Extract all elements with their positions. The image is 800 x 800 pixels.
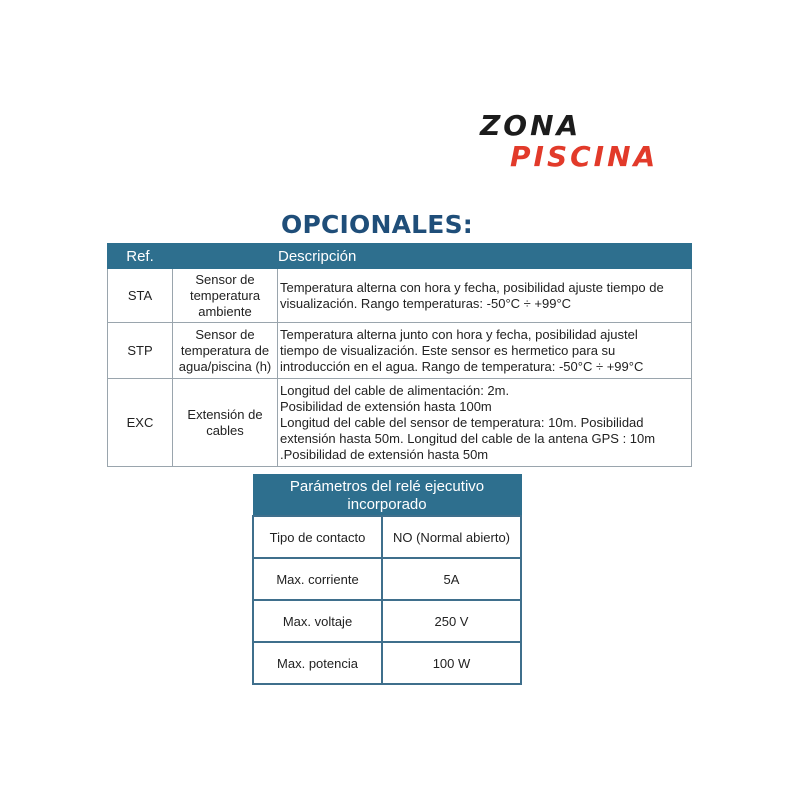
row-description — [278, 269, 692, 323]
row-description — [278, 379, 692, 467]
row-ref: STP — [108, 323, 173, 379]
row-sensor: Extensión de cables — [173, 379, 278, 467]
table-row — [108, 379, 692, 467]
row-ref: EXC — [108, 379, 173, 467]
table-row — [253, 642, 521, 684]
description-line: Temperatura alterna con hora y fecha, posibilidad ajuste tiempo de — [280, 279, 664, 295]
logo-line-2: PISCINA — [510, 140, 659, 173]
zona-piscina-logo — [478, 110, 678, 172]
row-description — [278, 323, 692, 379]
description-line: introducción en el agua. Rango de temperatura: -50°C ÷ +99°C — [280, 358, 644, 374]
param-name: Max. corriente — [253, 558, 382, 600]
param-value: 250 V — [382, 600, 521, 642]
page-title: OPCIONALES: — [281, 210, 473, 239]
param-name: Max. voltaje — [253, 600, 382, 642]
header-description: Descripción — [173, 244, 692, 269]
description-line: Posibilidad de extensión hasta 100m — [280, 398, 492, 414]
relay-parameters-table — [252, 474, 522, 685]
logo-line-1: ZONA — [480, 109, 582, 142]
header-ref: Ref. — [108, 244, 173, 269]
param-name: Tipo de contacto — [253, 516, 382, 558]
param-value: NO (Normal abierto) — [382, 516, 521, 558]
description-line: visualización. Rango temperaturas: -50°C ÷ +99°C — [280, 295, 572, 311]
param-value: 5A — [382, 558, 521, 600]
row-ref: STA — [108, 269, 173, 323]
table-row — [253, 600, 521, 642]
relay-table-title: Parámetros del relé ejecutivo incorporado — [253, 475, 521, 517]
param-value: 100 W — [382, 642, 521, 684]
table-row — [108, 269, 692, 323]
options-table-header — [108, 244, 692, 269]
param-name: Max. potencia — [253, 642, 382, 684]
description-line: tiempo de visualización. Este sensor es hermetico para su — [280, 342, 616, 358]
description-line: extensión hasta 50m. Longitud del cable de la antena GPS : 10m — [280, 430, 656, 446]
description-line: .Posibilidad de extensión hasta 50m — [280, 446, 489, 462]
row-sensor: Sensor de temperatura de agua/piscina (h) — [173, 323, 278, 379]
description-line: Longitud del cable del sensor de temperatura: 10m. Posibilidad — [280, 414, 644, 430]
options-table — [107, 243, 692, 467]
table-row — [253, 516, 521, 558]
table-row — [108, 323, 692, 379]
description-line: Temperatura alterna junto con hora y fecha, posibilidad ajustel — [280, 326, 638, 342]
table-row — [253, 558, 521, 600]
row-sensor: Sensor de temperatura ambiente — [173, 269, 278, 323]
description-line: Longitud del cable de alimentación: 2m. — [280, 382, 510, 398]
